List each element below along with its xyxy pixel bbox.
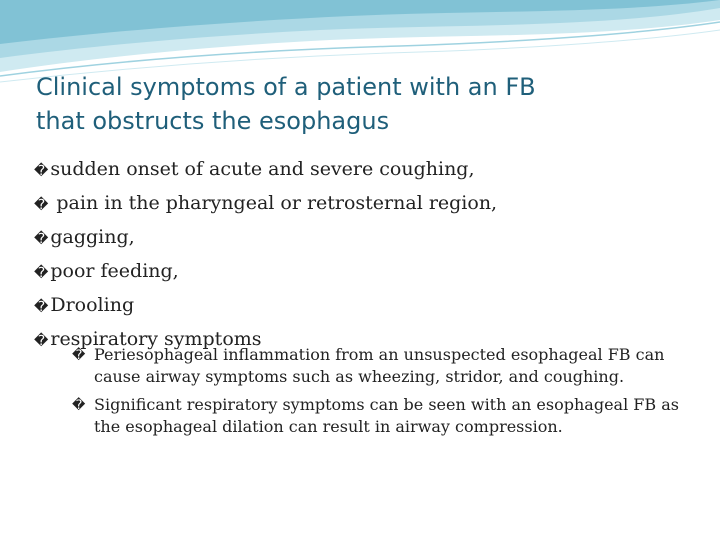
sub-bullet-icon: � <box>72 348 86 363</box>
sub-bullet-text: Significant respiratory symptoms can be seen with an esophageal FB as the esophageal dilation can result in airway compression. <box>94 395 679 436</box>
list-item <box>34 255 694 289</box>
list-item <box>34 289 694 323</box>
title-line-2: that obstructs the esophagus <box>36 107 390 135</box>
list-item <box>34 153 694 187</box>
sub-bullet-text: Periesophageal inflammation from an unsuspected esophageal FB can cause airway symptoms such as wheezing, stridor, and coughing. <box>94 345 665 386</box>
sub-bullet-icon: � <box>72 398 86 413</box>
bullet-text: respiratory symptoms <box>50 328 262 350</box>
bullet-list <box>34 153 694 357</box>
bullet-icon: � <box>34 265 49 281</box>
sub-list-item <box>72 394 692 438</box>
bullet-icon: � <box>34 231 49 247</box>
bullet-text: poor feeding, <box>50 260 179 282</box>
sub-bullet-list <box>72 344 692 444</box>
bullet-icon: � <box>34 299 49 315</box>
list-item <box>34 221 694 255</box>
bullet-text: Drooling <box>50 294 135 316</box>
bullet-icon: � <box>34 163 49 179</box>
bullet-text: sudden onset of acute and severe coughing, <box>50 158 475 180</box>
list-item <box>34 187 694 221</box>
bullet-icon: � <box>34 333 49 349</box>
title-line-1: Clinical symptoms of a patient with an FB <box>36 73 536 101</box>
slide-title <box>36 70 676 138</box>
bullet-text: pain in the pharyngeal or retrosternal region, <box>50 192 498 214</box>
bullet-icon: � <box>34 197 49 213</box>
sub-list-item <box>72 344 692 388</box>
bullet-text: gagging, <box>50 226 135 248</box>
